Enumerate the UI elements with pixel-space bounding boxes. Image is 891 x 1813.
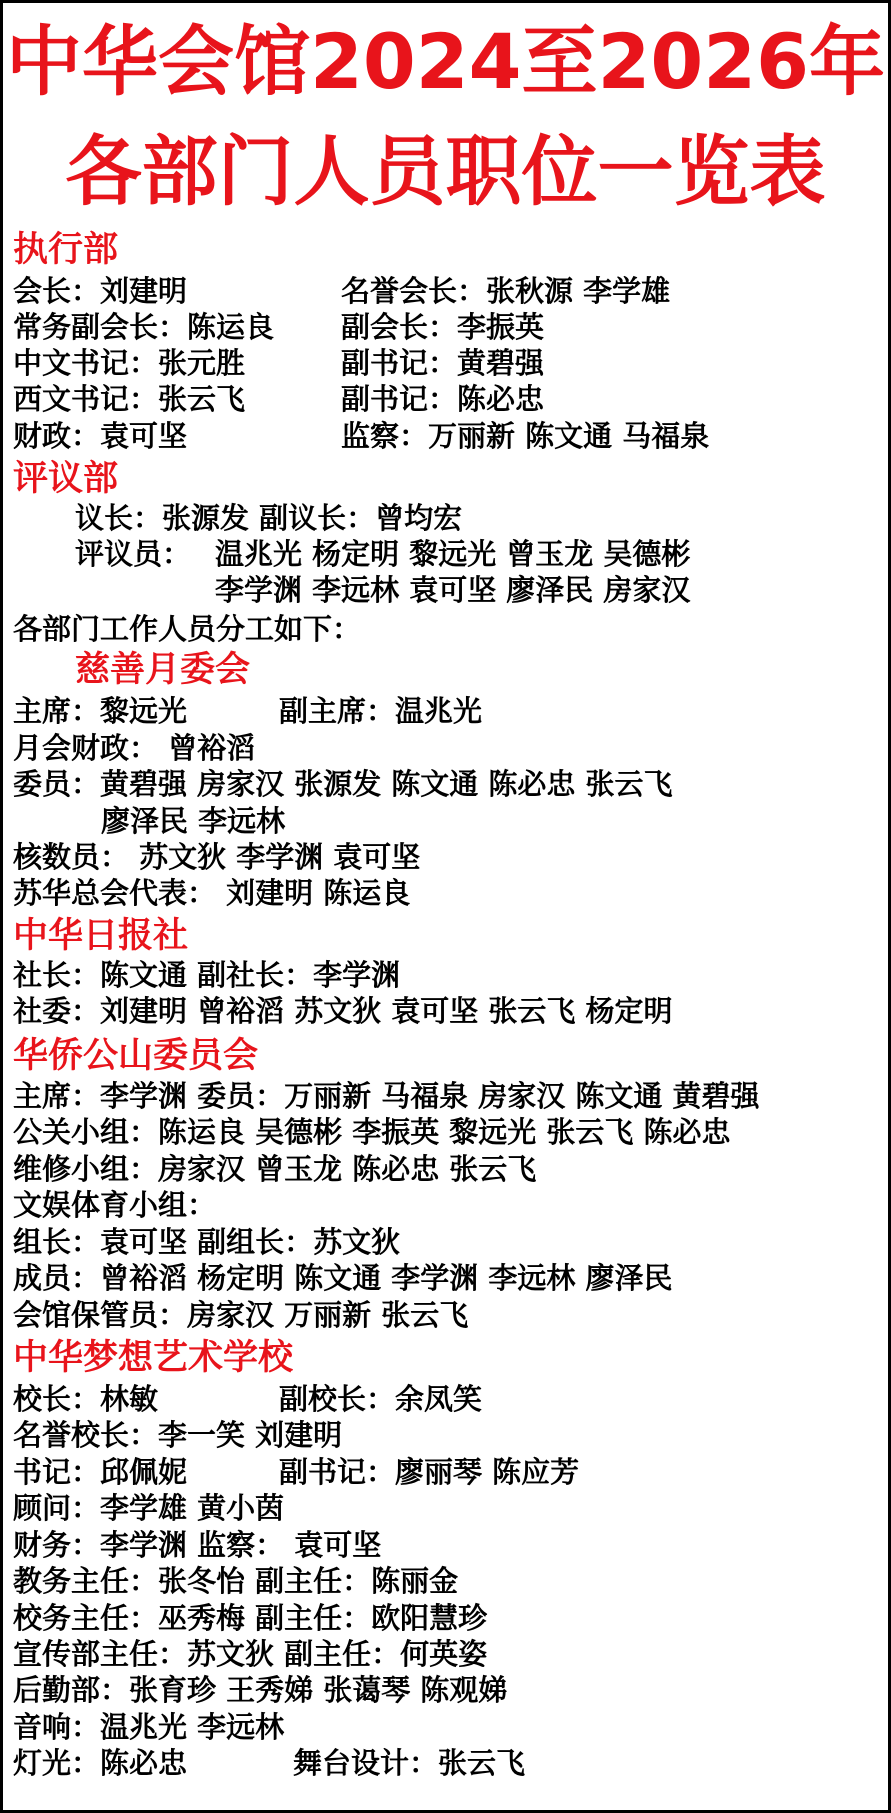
roster-line: [3, 1636, 888, 1673]
roster-entry: 公关小组：陈运良 吴德彬 李振英 黎远光 张云飞 陈必忠: [13, 1115, 731, 1149]
roster-entry: 音响：温兆光 李远林: [13, 1710, 285, 1744]
roster-entry: 中文书记：张元胜: [13, 346, 246, 380]
roster-entry: 顾问：李学雄 黄小茵: [13, 1491, 285, 1525]
roster-entry: 主席：李学渊 委员：万丽新 马福泉 房家汉 陈文通 黄碧强: [13, 1079, 760, 1113]
roster-entry: 苏华总会代表： 刘建明 陈运良: [13, 876, 411, 910]
roster-entry: 副书记：黄碧强: [341, 346, 545, 380]
roster-entry: 教务主任：张冬怡 副主任：陈丽金: [13, 1564, 459, 1598]
roster-entry: 核数员： 苏文狄 李学渊 袁可坚: [13, 840, 421, 874]
roster-entry: 名誉校长：李一笑 刘建明: [13, 1418, 343, 1452]
roster-entry: 评议员：: [75, 537, 192, 571]
roster-entry: 财政：袁可坚: [13, 419, 188, 453]
roster-line: [3, 345, 888, 382]
section-title: 中华日报社: [13, 916, 189, 956]
roster-line: [3, 1151, 888, 1188]
title-line-1: 中华会馆2024至2026年: [5, 17, 886, 106]
roster-entry: 副会长：李振英: [341, 310, 545, 344]
roster-entry: 副书记：廖丽琴 陈应芳: [279, 1455, 580, 1489]
roster-line: [3, 418, 888, 455]
section-heading: [3, 649, 888, 691]
roster-line: [3, 1114, 888, 1151]
roster-line: [3, 381, 888, 418]
section-title: 中华梦想艺术学校: [13, 1338, 294, 1378]
roster-line: [3, 957, 888, 994]
roster-line: [3, 1260, 888, 1297]
roster-entry: 温兆光 杨定明 黎远光 曾玉龙 吴德彬: [215, 537, 691, 571]
section-heading: [3, 1035, 888, 1077]
roster-entry: 常务副会长：陈运良: [13, 310, 275, 344]
section-title: 执行部: [13, 230, 119, 270]
roster-entry: 舞台设计：张云飞: [293, 1746, 526, 1780]
roster-line: [3, 1490, 888, 1527]
roster-line: [3, 572, 888, 609]
roster-line: [3, 611, 888, 648]
roster-line: [3, 500, 888, 537]
roster-entry: 社长：陈文通 副社长：李学渊: [13, 958, 401, 992]
roster-line: [3, 1224, 888, 1261]
roster-entry: 西文书记：张云飞: [13, 382, 246, 416]
roster-entry: 会馆保管员：房家汉 万丽新 张云飞: [13, 1298, 469, 1332]
roster-line: [3, 730, 888, 767]
roster-entry: 副主席：温兆光: [279, 694, 483, 728]
roster-entry: 会长：刘建明: [13, 274, 188, 308]
roster-line: [3, 839, 888, 876]
roster-line: [3, 875, 888, 912]
roster-entry: 校长：林敏: [13, 1382, 159, 1416]
roster-line: [3, 803, 888, 840]
roster-line: [3, 1709, 888, 1746]
roster-line: [3, 1745, 888, 1782]
section-heading: [3, 458, 888, 500]
roster-entry: 成员：曾裕滔 杨定明 陈文通 李学渊 李远林 廖泽民: [13, 1261, 673, 1295]
roster-entry: 财务：李学渊 监察： 袁可坚: [13, 1528, 382, 1562]
roster-entry: 书记：邱佩妮: [13, 1455, 188, 1489]
roster-line: [3, 766, 888, 803]
roster-entry: 副校长：余凤笑: [279, 1382, 483, 1416]
section-heading: [3, 1337, 888, 1379]
roster-entry: 主席：黎远光: [13, 694, 188, 728]
section-heading: [3, 915, 888, 957]
roster-line: [3, 1527, 888, 1564]
roster-entry: 监察：万丽新 陈文通 马福泉: [341, 419, 710, 453]
section-title: 慈善月委会: [75, 650, 251, 690]
roster-line: [3, 309, 888, 346]
roster-entry: 社委：刘建明 曾裕滔 苏文狄 袁可坚 张云飞 杨定明: [13, 994, 673, 1028]
roster-entry: 廖泽民 李远林: [101, 804, 286, 838]
roster-line: [3, 1417, 888, 1454]
roster-entry: 宣传部主任：苏文狄 副主任：何英姿: [13, 1637, 488, 1671]
roster-line: [3, 693, 888, 730]
roster-entry: 灯光：陈必忠: [13, 1746, 188, 1780]
roster-line: [3, 1297, 888, 1334]
roster-line: [3, 273, 888, 310]
roster-line: [3, 1672, 888, 1709]
roster-line: [3, 1078, 888, 1115]
section-heading: [3, 229, 888, 271]
roster-line: [3, 1600, 888, 1637]
roster-entry: 李学渊 李远林 袁可坚 廖泽民 房家汉: [215, 573, 691, 607]
roster-entry: 月会财政： 曾裕滔: [13, 731, 256, 765]
roster-entry: 校务主任：巫秀梅 副主任：欧阳慧珍: [13, 1601, 488, 1635]
roster-entry: 维修小组：房家汉 曾玉龙 陈必忠 张云飞: [13, 1152, 537, 1186]
roster-entry: 委员：黄碧强 房家汉 张源发 陈文通 陈必忠 张云飞: [13, 767, 673, 801]
roster-line: [3, 1454, 888, 1491]
roster-entry: 议长：张源发 副议长：曾均宏: [75, 501, 463, 535]
roster-entry: 文娱体育小组：: [13, 1188, 217, 1222]
roster-line: [3, 1563, 888, 1600]
roster-entry: 各部门工作人员分工如下：: [13, 612, 362, 646]
roster-entry: 名誉会长：张秋源 李学雄: [341, 274, 671, 308]
roster-line: [3, 1381, 888, 1418]
roster-entry: 副书记：陈必忠: [341, 382, 545, 416]
roster-entry: 后勤部：张育珍 王秀娣 张蔼琴 陈观娣: [13, 1673, 508, 1707]
section-title: 评议部: [13, 459, 119, 499]
roster-line: [3, 536, 888, 573]
roster-entry: 组长：袁可坚 副组长：苏文狄: [13, 1225, 401, 1259]
roster-line: [3, 993, 888, 1030]
roster-line: [3, 1187, 888, 1224]
title-line-2: 各部门人员职位一览表: [65, 127, 826, 216]
section-title: 华侨公山委员会: [13, 1036, 259, 1076]
